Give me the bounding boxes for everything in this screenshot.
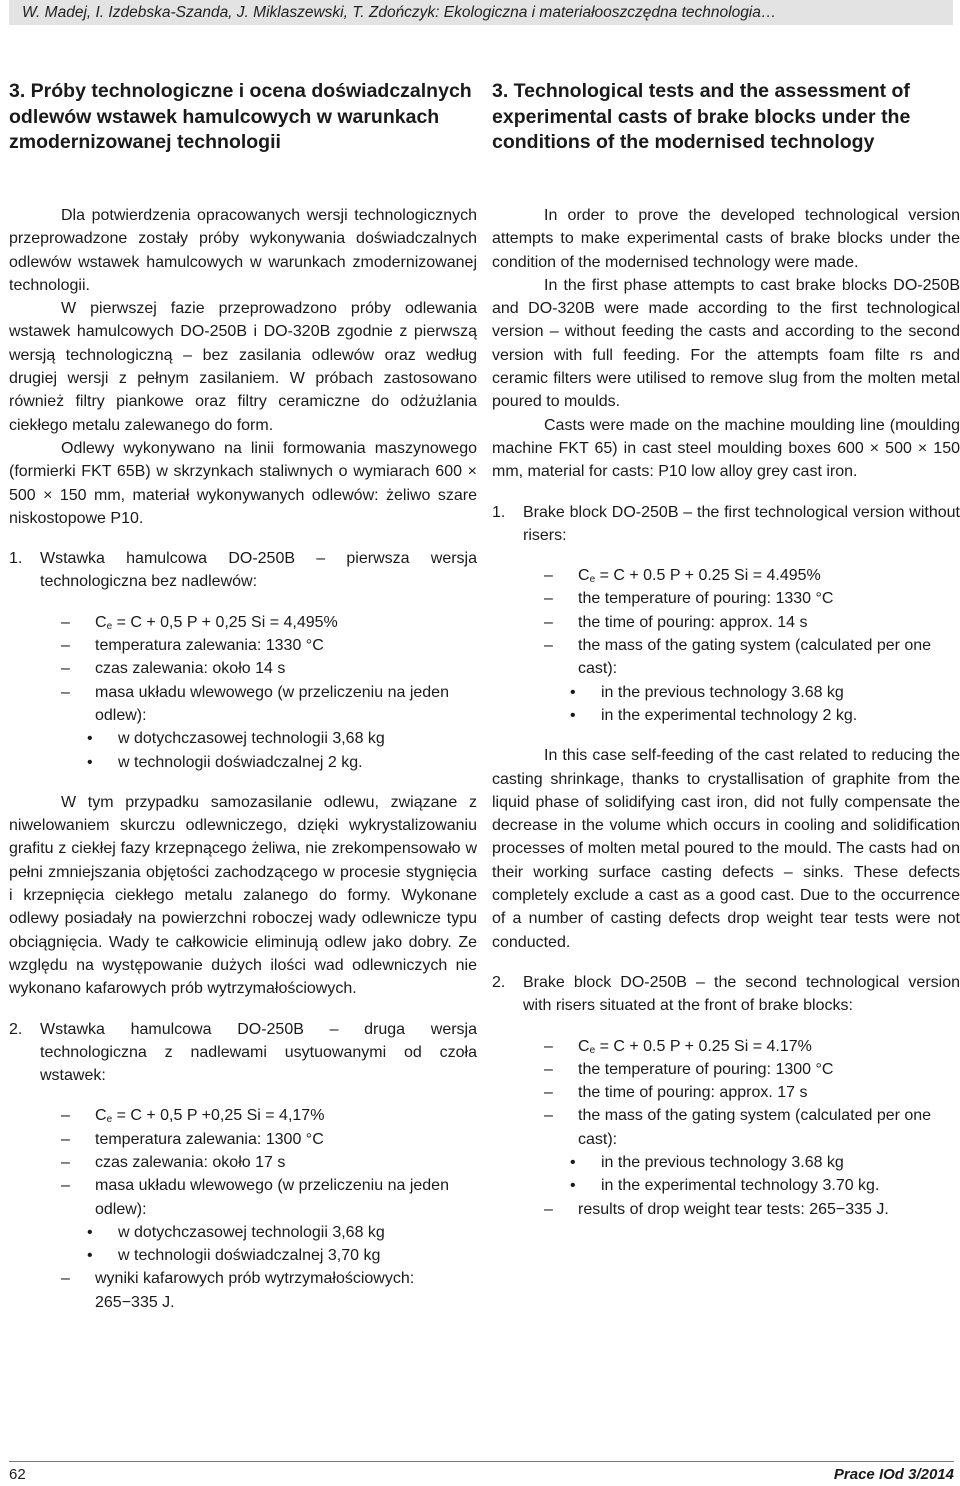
list-item: – the mass of the gating system (calculated per one cast): [544, 1107, 932, 1148]
list-item: • w technologii doświadczalnej 2 kg. [87, 753, 363, 771]
list-item: – the time of pouring: approx. 14 s [544, 613, 808, 631]
list-item: – $C_e = C + 0.5$ P + 0.25 Si = 4.17% [544, 1037, 812, 1056]
list-item: • in the previous technology 3.68 kg [570, 683, 844, 701]
page-number: 62 [9, 1466, 26, 1483]
section-heading-english: 3. Technological tests and the assessment of experimental casts of brake blocks under the conditions of the modernised technology [492, 80, 911, 153]
numbered-item-1 [9, 547, 477, 594]
list-item: – masa układu wlewowego (w przeliczeniu na jeden odlew): [61, 683, 449, 724]
parameter-list [492, 1035, 960, 1151]
list-item: • in the experimental technology 2 kg. [570, 706, 858, 724]
list-item: – $C_e = C + 0,5$ P +0,25 Si = 4,17% [61, 1107, 325, 1126]
numbered-item-2 [9, 1018, 477, 1088]
mass-list [492, 681, 960, 728]
list-item: – $C_e = C + 0.5$ P + 0.25 Si = 4.495% [544, 567, 821, 586]
list-item: – the mass of the gating system (calculated per one cast): [544, 637, 932, 678]
list-item: • w technologii doświadczalnej 3,70 kg [87, 1247, 381, 1265]
paragraph: In the first phase attempts to cast brake blocks DO-250B and DO-320B were made according to the first technological version – without feeding the casts and according to the second version with full feeding. For the attempts foam filte rs and ceramic filters were utilised to remove slug from the molten metal poured to moulds. [492, 276, 960, 411]
item-number: 2. [9, 1020, 23, 1038]
paragraph: Odlewy wykonywano na linii formowania maszynowego (formierki FKT 65B) w skrzynkach staliwnych o wymiarach 600 × 500 × 150 mm, materiał wykonywanych odlewów: żeliwo szare niskostopowe P10. [9, 439, 477, 527]
parameter-list [9, 611, 477, 727]
list-item: – wyniki kafarowych prób wytrzymałościowych: 265−335 J. [61, 1270, 415, 1311]
parameter-list [9, 1267, 477, 1314]
list-item: – the time of pouring: approx. 17 s [544, 1084, 808, 1102]
mass-list [492, 1151, 960, 1198]
list-item: – the temperature of pouring: 1300 °C [544, 1060, 834, 1078]
item-number: 2. [492, 973, 506, 991]
paragraph: Dla potwierdzenia opracowanych wersji technologicznych przeprowadzone zostały próby wykonywania doświadczalnych odlewów wstawek hamulcowych w warunkach zmodernizowanej technologii. [9, 207, 477, 294]
running-header: W. Madej, I. Izdebska-Szanda, J. Miklaszewski, T. Zdończyk: Ekologiczna i materiałooszczędna technologia… [9, 0, 953, 25]
list-item: – temperatura zalewania: 1330 °C [61, 637, 324, 655]
list-item: • w dotychczasowej technologii 3,68 kg [87, 730, 385, 748]
english-column [492, 79, 960, 1221]
list-item: – results of drop weight tear tests: 265−335 J. [544, 1200, 889, 1218]
list-item: • w dotychczasowej technologii 3,68 kg [87, 1223, 385, 1241]
parameter-list [492, 564, 960, 680]
paragraph: In order to prove the developed technological version attempts to make experimental casts of brake blocks under the condition of the modernised technology were made. [492, 207, 960, 271]
list-item: – temperatura zalewania: 1300 °C [61, 1130, 324, 1148]
journal-name: Prace IOd 3/2014 [833, 1466, 954, 1483]
paragraph: W tym przypadku samozasilanie odlewu, związane z niwelowaniem skurczu odlewniczego, dzięki wykrystalizowaniu grafitu z ciekłej fazy krzepnącego żeliwa, nie zrekompensowało w pełni zmniejszania objętości zachodzącego w procesie stygnięcia i krzepnięcia ciekłego metalu zalanego do formy. Wykonane odlewy posiadały na powierzchni roboczej wady odlewnicze typu obciągnięcia. Wady te całkowicie eliminują odlew jako dobry. Ze względu na występowanie dużych ilości wad odlewniczych nie wykonano kafarowych prób wytrzymałościowych. [9, 793, 477, 998]
section-heading-polish: 3. Próby technologiczne i ocena doświadczalnych odlewów wstawek hamulcowych w warunkach zmodernizowanej technologii [9, 80, 472, 153]
list-item: – $C_e = C + 0,5$ P + 0,25 Si = 4,495% [61, 613, 338, 632]
mass-list [9, 727, 477, 774]
list-item: • in the previous technology 3.68 kg [570, 1153, 844, 1171]
paragraph: In this case self-feeding of the cast related to reducing the casting shrinkage, thanks to crystallisation of graphite from the liquid phase of solidifying cast iron, did not fully compensate the decrease in the volume which occurs in cooling and solidification processes of molten metal poured to the mould. The casts had on their working surface casting defects – sinks. These defects completely exclude a cast as a good cast. Due to the occurrence of a number of casting defects drop weight tear tests were not conducted. [492, 747, 960, 951]
numbered-item-2 [492, 971, 960, 1018]
paragraph: Casts were made on the machine moulding line (moulding machine FKT 65) in cast steel moulding boxes 600 × 500 × 150 mm, material for casts: P10 low alloy grey cast iron. [492, 416, 960, 481]
paragraph: W pierwszej fazie przeprowadzono próby odlewania wstawek hamulcowych DO-250B i DO-320B zgodnie z pierwszą wersją technologiczną – bez zasilania odlewów oraz według drugiej wersji z pełnym zasilaniem. W próbach zastosowano również filtry piankowe oraz filtry ceramiczne do odżużlania ciekłego metalu zalewanego do form. [9, 300, 477, 434]
polish-column [9, 79, 477, 1314]
item-number: 1. [9, 550, 23, 568]
item-text: Brake block DO-250B – the second technological version with risers situated at the front of brake blocks: [523, 973, 960, 1015]
numbered-item-1 [492, 501, 960, 548]
item-text: Wstawka hamulcowa DO-250B – pierwsza wersja technologiczna bez nadlewów: [40, 550, 477, 591]
parameter-list [9, 1104, 477, 1220]
list-item: • in the experimental technology 3.70 kg. [570, 1177, 880, 1195]
item-number: 1. [492, 503, 506, 521]
item-text: Brake block DO-250B – the first technological version without risers: [523, 503, 960, 544]
list-item: – czas zalewania: około 17 s [61, 1153, 286, 1171]
parameter-list [492, 1198, 960, 1221]
list-item: – czas zalewania: około 14 s [61, 660, 286, 678]
footer-rule [9, 1461, 954, 1462]
item-text: Wstawka hamulcowa DO-250B – druga wersja technologiczna z nadlewami usytuowanymi od czoła wstawek: [40, 1020, 477, 1085]
list-item: – masa układu wlewowego (w przeliczeniu na jeden odlew): [61, 1177, 449, 1218]
list-item: – the temperature of pouring: 1330 °C [544, 590, 834, 608]
mass-list [9, 1221, 477, 1268]
